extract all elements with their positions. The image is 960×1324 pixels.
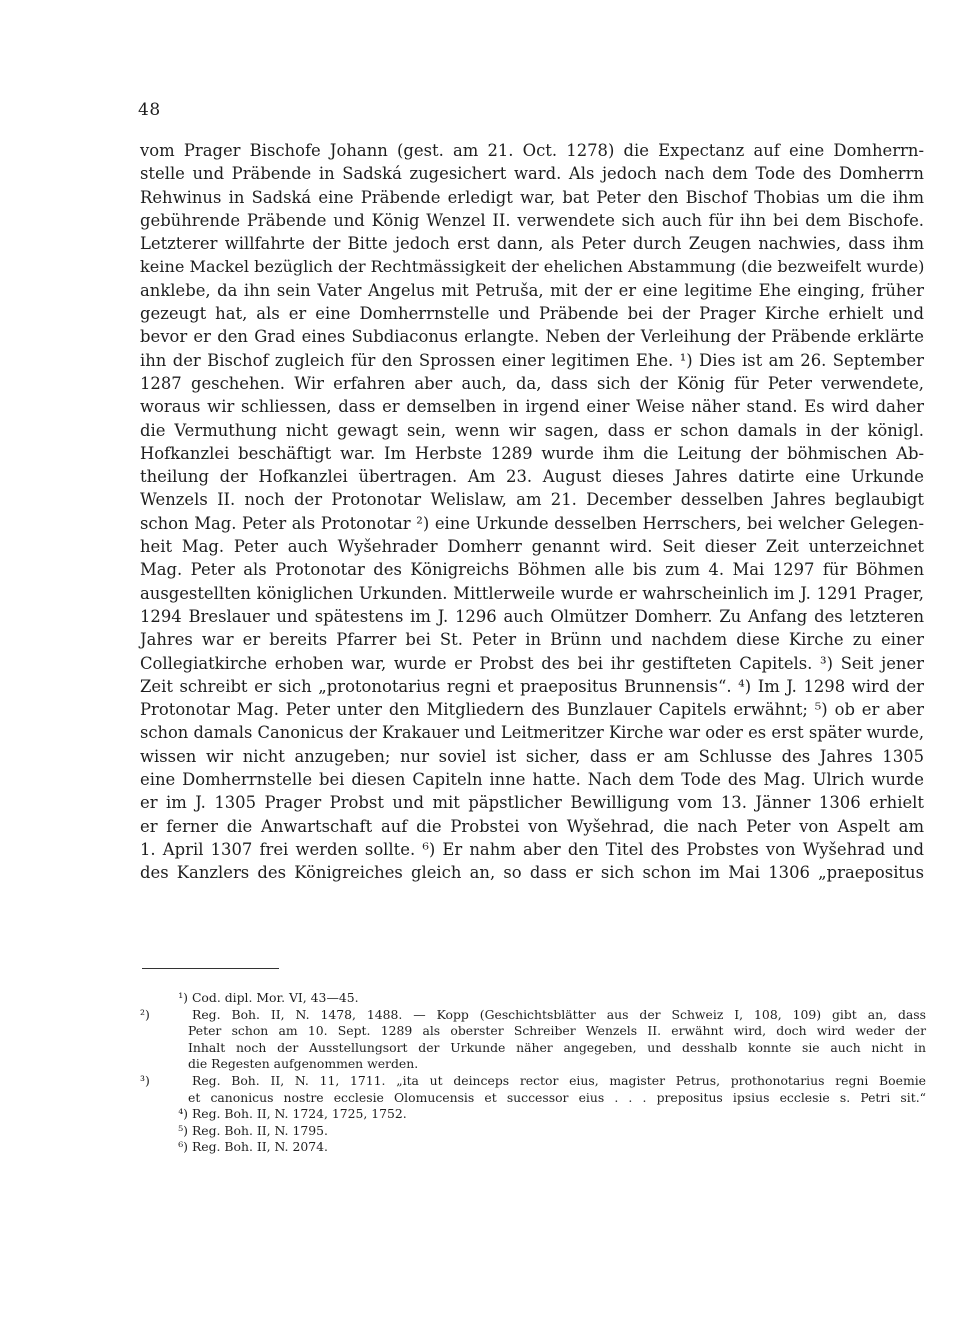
text-line: vom Prager Bischofe Johann (gest. am 21. Oct. 1278) die Expectanz auf eine Domherrn-: [140, 141, 924, 160]
footnote-text: Reg. Boh. II, N. 1478, 1488. — Kopp (Geschichtsblätter aus der Schweiz I, 108, 109) gibt an, dass: [192, 1006, 926, 1022]
text-line: heit Mag. Peter auch Wyšehrader Domherr genannt wird. Seit dieser Zeit unterzeichnet: [140, 537, 924, 557]
footnote-line: [140, 1139, 926, 1156]
footnote-text: Reg. Boh. II, N. 1724, 1725, 1752.: [191, 1106, 407, 1122]
page-number: 48: [138, 100, 161, 120]
footnote-line: [140, 1073, 926, 1090]
text-line: 1. April 1307 frei werden sollte. ⁶) Er nahm aber den Titel des Probstes von Wyšehrad und: [140, 839, 924, 859]
footnote-text: Inhalt noch der Ausstellungsort der Urkunde näher angegeben, und desshalb konnte sie auch nicht in: [188, 1039, 926, 1055]
text-line: stelle und Präbende in Sadská zugesichert ward. Als jedoch nach dem Tode des Domherrn: [140, 164, 924, 184]
footnote-line: [140, 1106, 926, 1123]
text-line: wissen wir nicht anzugeben; nur soviel ist sicher, dass er am Schlusse des Jahres 1305: [140, 746, 924, 766]
footnote-text: die Regesten aufgenommen werden.: [188, 1056, 419, 1072]
text-line: Rehwinus in Sadská eine Präbende erledigt war, bat Peter den Bischof Thobias um die ihm: [140, 187, 924, 207]
text-line: Jahres war er bereits Pfarrer bei St. Peter in Brünn und nachdem diese Kirche zu einer: [140, 630, 924, 650]
footnote-marker: ⁶): [178, 1139, 188, 1155]
main-text: [140, 139, 924, 885]
text-line: ausgestellten königlichen Urkunden. Mittlerweile wurde er wahrscheinlich im J. 1291 Prager,: [140, 583, 924, 603]
footnote-marker: ¹): [178, 990, 188, 1005]
footnote-text: Reg. Boh. II, N. 11, 1711. „ita ut deinceps rector eius, magister Petrus, prothonotarius regni Boemie: [192, 1072, 926, 1088]
text-line: woraus wir schliessen, dass er demselben in irgend einer Weise näher stand. Es wird daher: [140, 397, 924, 417]
text-line: schon damals Canonicus der Krakauer und Leitmeritzer Kirche war oder es erst später wurde,: [140, 723, 924, 743]
footnote-line: [140, 1090, 926, 1107]
text-line: er im J. 1305 Prager Probst und mit päpstlicher Bewilligung vom 13. Jänner 1306 erhielt: [140, 793, 924, 813]
footnote-separator: [142, 968, 279, 969]
footnote-marker: ³): [140, 1072, 150, 1088]
text-line: gebührende Präbende und König Wenzel II. verwendete sich auch für ihn bei dem Bischofe.: [140, 210, 924, 230]
text-line: Wenzels II. noch der Protonotar Welislaw, am 21. December desselben Jahres beglaubigt: [140, 490, 924, 510]
text-line: eine Domherrnstelle bei diesen Capiteln inne hatte. Nach dem Tode des Mag. Ulrich wurde: [140, 770, 924, 790]
footnote-line: [140, 990, 926, 1007]
text-line: ihn der Bischof zugleich für den Sprossen einer legitimen Ehe. ¹) Dies ist am 26. September: [140, 350, 924, 370]
text-line: Letzterer willfahrte der Bitte jedoch erst dann, als Peter durch Zeugen nachwies, dass ihm: [140, 234, 924, 254]
footnote-line: [140, 1023, 926, 1040]
footnote-text: Cod. dipl. Mor. VI, 43—45.: [191, 990, 359, 1005]
text-line: schon Mag. Peter als Protonotar ²) eine Urkunde desselben Herrschers, bei welcher Gelegen-: [140, 513, 924, 533]
footnote-line: [140, 1056, 926, 1073]
text-line: 1294 Breslauer und spätestens im J. 1296 auch Olmützer Domherr. Zu Anfang des letzteren: [140, 606, 924, 626]
text-line: die Vermuthung nicht gewagt sein, wenn wir sagen, dass er schon damals in der königl.: [140, 420, 924, 440]
text-line: theilung der Hofkanzlei übertragen. Am 23. August dieses Jahres datirte eine Urkunde: [140, 467, 924, 487]
footnote-text: Reg. Boh. II, N. 2074.: [191, 1139, 328, 1155]
footnote-text: et canonicus nostre ecclesie Olomucensis et successor eius . . . prepositus ipsius ecclesie s. Petri sit.“: [188, 1089, 926, 1105]
text-line: Collegiatkirche erhoben war, wurde er Probst des bei ihr gestifteten Capitels. ³) Seit jener: [140, 653, 924, 673]
text-line: Hofkanzlei beschäftigt war. Im Herbste 1289 wurde ihm die Leitung der böhmischen Ab-: [140, 443, 924, 463]
footnote-marker: ⁵): [178, 1122, 188, 1138]
footnote-line: [140, 1123, 926, 1140]
footnote-text: Reg. Boh. II, N. 1795.: [191, 1122, 328, 1138]
footnote-marker: ²): [140, 1006, 150, 1022]
text-line: Zeit schreibt er sich „protonotarius regni et praepositus Brunnensis“. ⁴) Im J. 1298 wird der: [140, 676, 924, 696]
text-line: Mag. Peter als Protonotar des Königreichs Böhmen alle bis zum 4. Mai 1297 für Böhmen: [140, 560, 924, 580]
text-line: er ferner die Anwartschaft auf die Probstei von Wyšehrad, die nach Peter von Aspelt am: [140, 816, 924, 836]
text-line: 1287 geschehen. Wir erfahren aber auch, da, dass sich der König für Peter verwendete,: [140, 373, 924, 393]
footnotes: [140, 990, 926, 1156]
footnote-text: Peter schon am 10. Sept. 1289 als oberster Schreiber Wenzels II. erwähnt wird, doch wird weder der: [188, 1023, 926, 1039]
text-line: keine Mackel bezüglich der Rechtmässigkeit der ehelichen Abstammung (die bezweifelt wurde): [140, 257, 925, 277]
text-line: gezeugt hat, als er eine Domherrnstelle und Präbende bei der Prager Kirche erhielt und: [140, 304, 924, 324]
text-line: des Kanzlers des Königreiches gleich an, so dass er sich schon im Mai 1306 „praepositus: [140, 863, 924, 883]
footnote-marker: ⁴): [178, 1106, 188, 1122]
text-line: bevor er den Grad eines Subdiaconus erlangte. Neben der Verleihung der Präbende erklärte: [140, 327, 924, 347]
text-line: anklebe, da ihn sein Vater Angelus mit Petruša, mit der er eine legitime Ehe einging, früher: [140, 280, 924, 300]
footnote-line: [140, 1040, 926, 1057]
text-line: Protonotar Mag. Peter unter den Mitgliedern des Bunzlauer Capitels erwähnt; ⁵) ob er aber: [140, 700, 924, 720]
footnote-line: [140, 1007, 926, 1024]
